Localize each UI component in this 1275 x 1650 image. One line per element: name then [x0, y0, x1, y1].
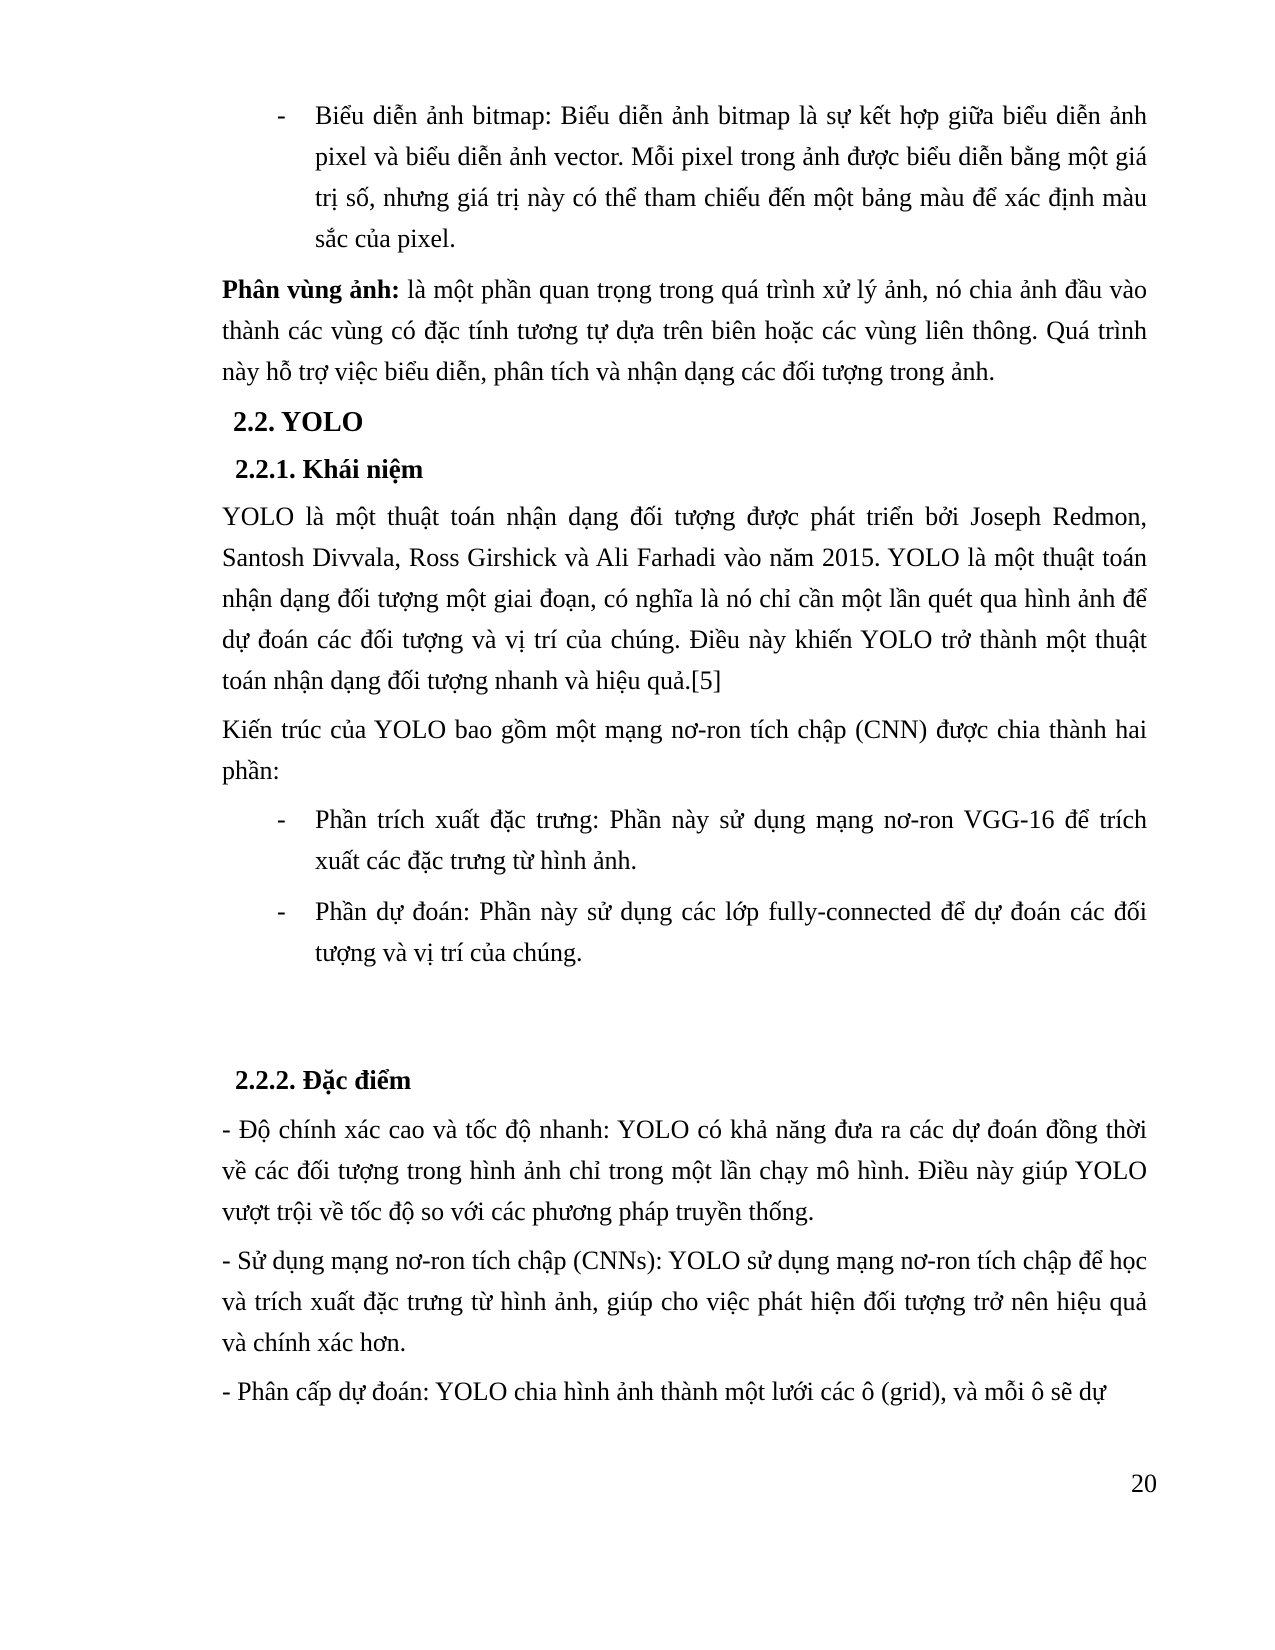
subsection-heading-2-2-2: 2.2.2. Đặc điểm — [235, 1065, 412, 1095]
bullet-item-bitmap-text: Biểu diễn ảnh bitmap: Biểu diễn ảnh bitmap là sự kết hợp giữa biểu diễn ảnh pixel và biểu diễn ảnh vector. Mỗi pixel trong ảnh được biểu diễn bằng một giá trị số, nhưng giá trị này có thể tham chiếu đến một bảng màu để xác định màu sắc của pixel. — [315, 101, 1147, 253]
bullet-item-prediction — [222, 891, 1147, 973]
bullet-dash-marker: - — [277, 101, 286, 130]
bullet-item-bitmap — [222, 95, 1147, 259]
paragraph-prediction-grid: - Phân cấp dự đoán: YOLO chia hình ảnh thành một lưới các ô (grid), và mỗi ô sẽ dự — [222, 1377, 1106, 1406]
paragraph-accuracy-speed: - Độ chính xác cao và tốc độ nhanh: YOLO có khả năng đưa ra các dự đoán đồng thời về các đối tượng trong hình ảnh chỉ trong một lần chạy mô hình. Điều này giúp YOLO vượt trội về tốc độ so với các phương pháp truyền thống. — [222, 1115, 1147, 1226]
bullet-item-prediction-text: Phần dự đoán: Phần này sử dụng các lớp fully-connected để dự đoán các đối tượng và vị trí của chúng. — [315, 897, 1147, 967]
paragraph-image-segmentation-lead: Phân vùng ảnh: — [222, 275, 400, 304]
bullet-item-feature-extraction-text: Phần trích xuất đặc trưng: Phần này sử dụng mạng nơ-ron VGG-16 để trích xuất các đặc trưng từ hình ảnh. — [315, 805, 1147, 875]
subsection-heading-2-2-1: 2.2.1. Khái niệm — [235, 454, 424, 484]
page-number: 20 — [1131, 1469, 1157, 1498]
bullet-dash-marker: - — [277, 897, 286, 926]
paragraph-yolo-architecture: Kiến trúc của YOLO bao gồm một mạng nơ-ron tích chập (CNN) được chia thành hai phần: — [222, 715, 1147, 785]
bullet-item-feature-extraction — [222, 799, 1147, 881]
paragraph-yolo-definition: YOLO là một thuật toán nhận dạng đối tượng được phát triển bởi Joseph Redmon, Santosh Divvala, Ross Girshick và Ali Farhadi vào năm 2015. YOLO là một thuật toán nhận dạng đối tượng một giai đoạn, có nghĩa là nó chỉ cần một lần quét qua hình ảnh để dự đoán các đối tượng và vị trí của chúng. Điều này khiến YOLO trở thành một thuật toán nhận dạng đối tượng nhanh và hiệu quả.[5] — [222, 502, 1147, 695]
bullet-dash-marker: - — [277, 805, 286, 834]
section-heading-2-2: 2.2. YOLO — [233, 407, 364, 438]
paragraph-image-segmentation — [222, 269, 1147, 392]
paragraph-image-segmentation-rest: là một phần quan trọng trong quá trình xử lý ảnh, nó chia ảnh đầu vào thành các vùng có đặc tính tương tự dựa trên biên hoặc các vùng liên thông. Quá trình này hỗ trợ việc biểu diễn, phân tích và nhận dạng các đối tượng trong ảnh. — [222, 275, 1147, 386]
paragraph-cnn-usage: - Sử dụng mạng nơ-ron tích chập (CNNs): YOLO sử dụng mạng nơ-ron tích chập để học và trích xuất đặc trưng từ hình ảnh, giúp cho việc phát hiện đối tượng trở nên hiệu quả và chính xác hơn. — [222, 1246, 1147, 1357]
